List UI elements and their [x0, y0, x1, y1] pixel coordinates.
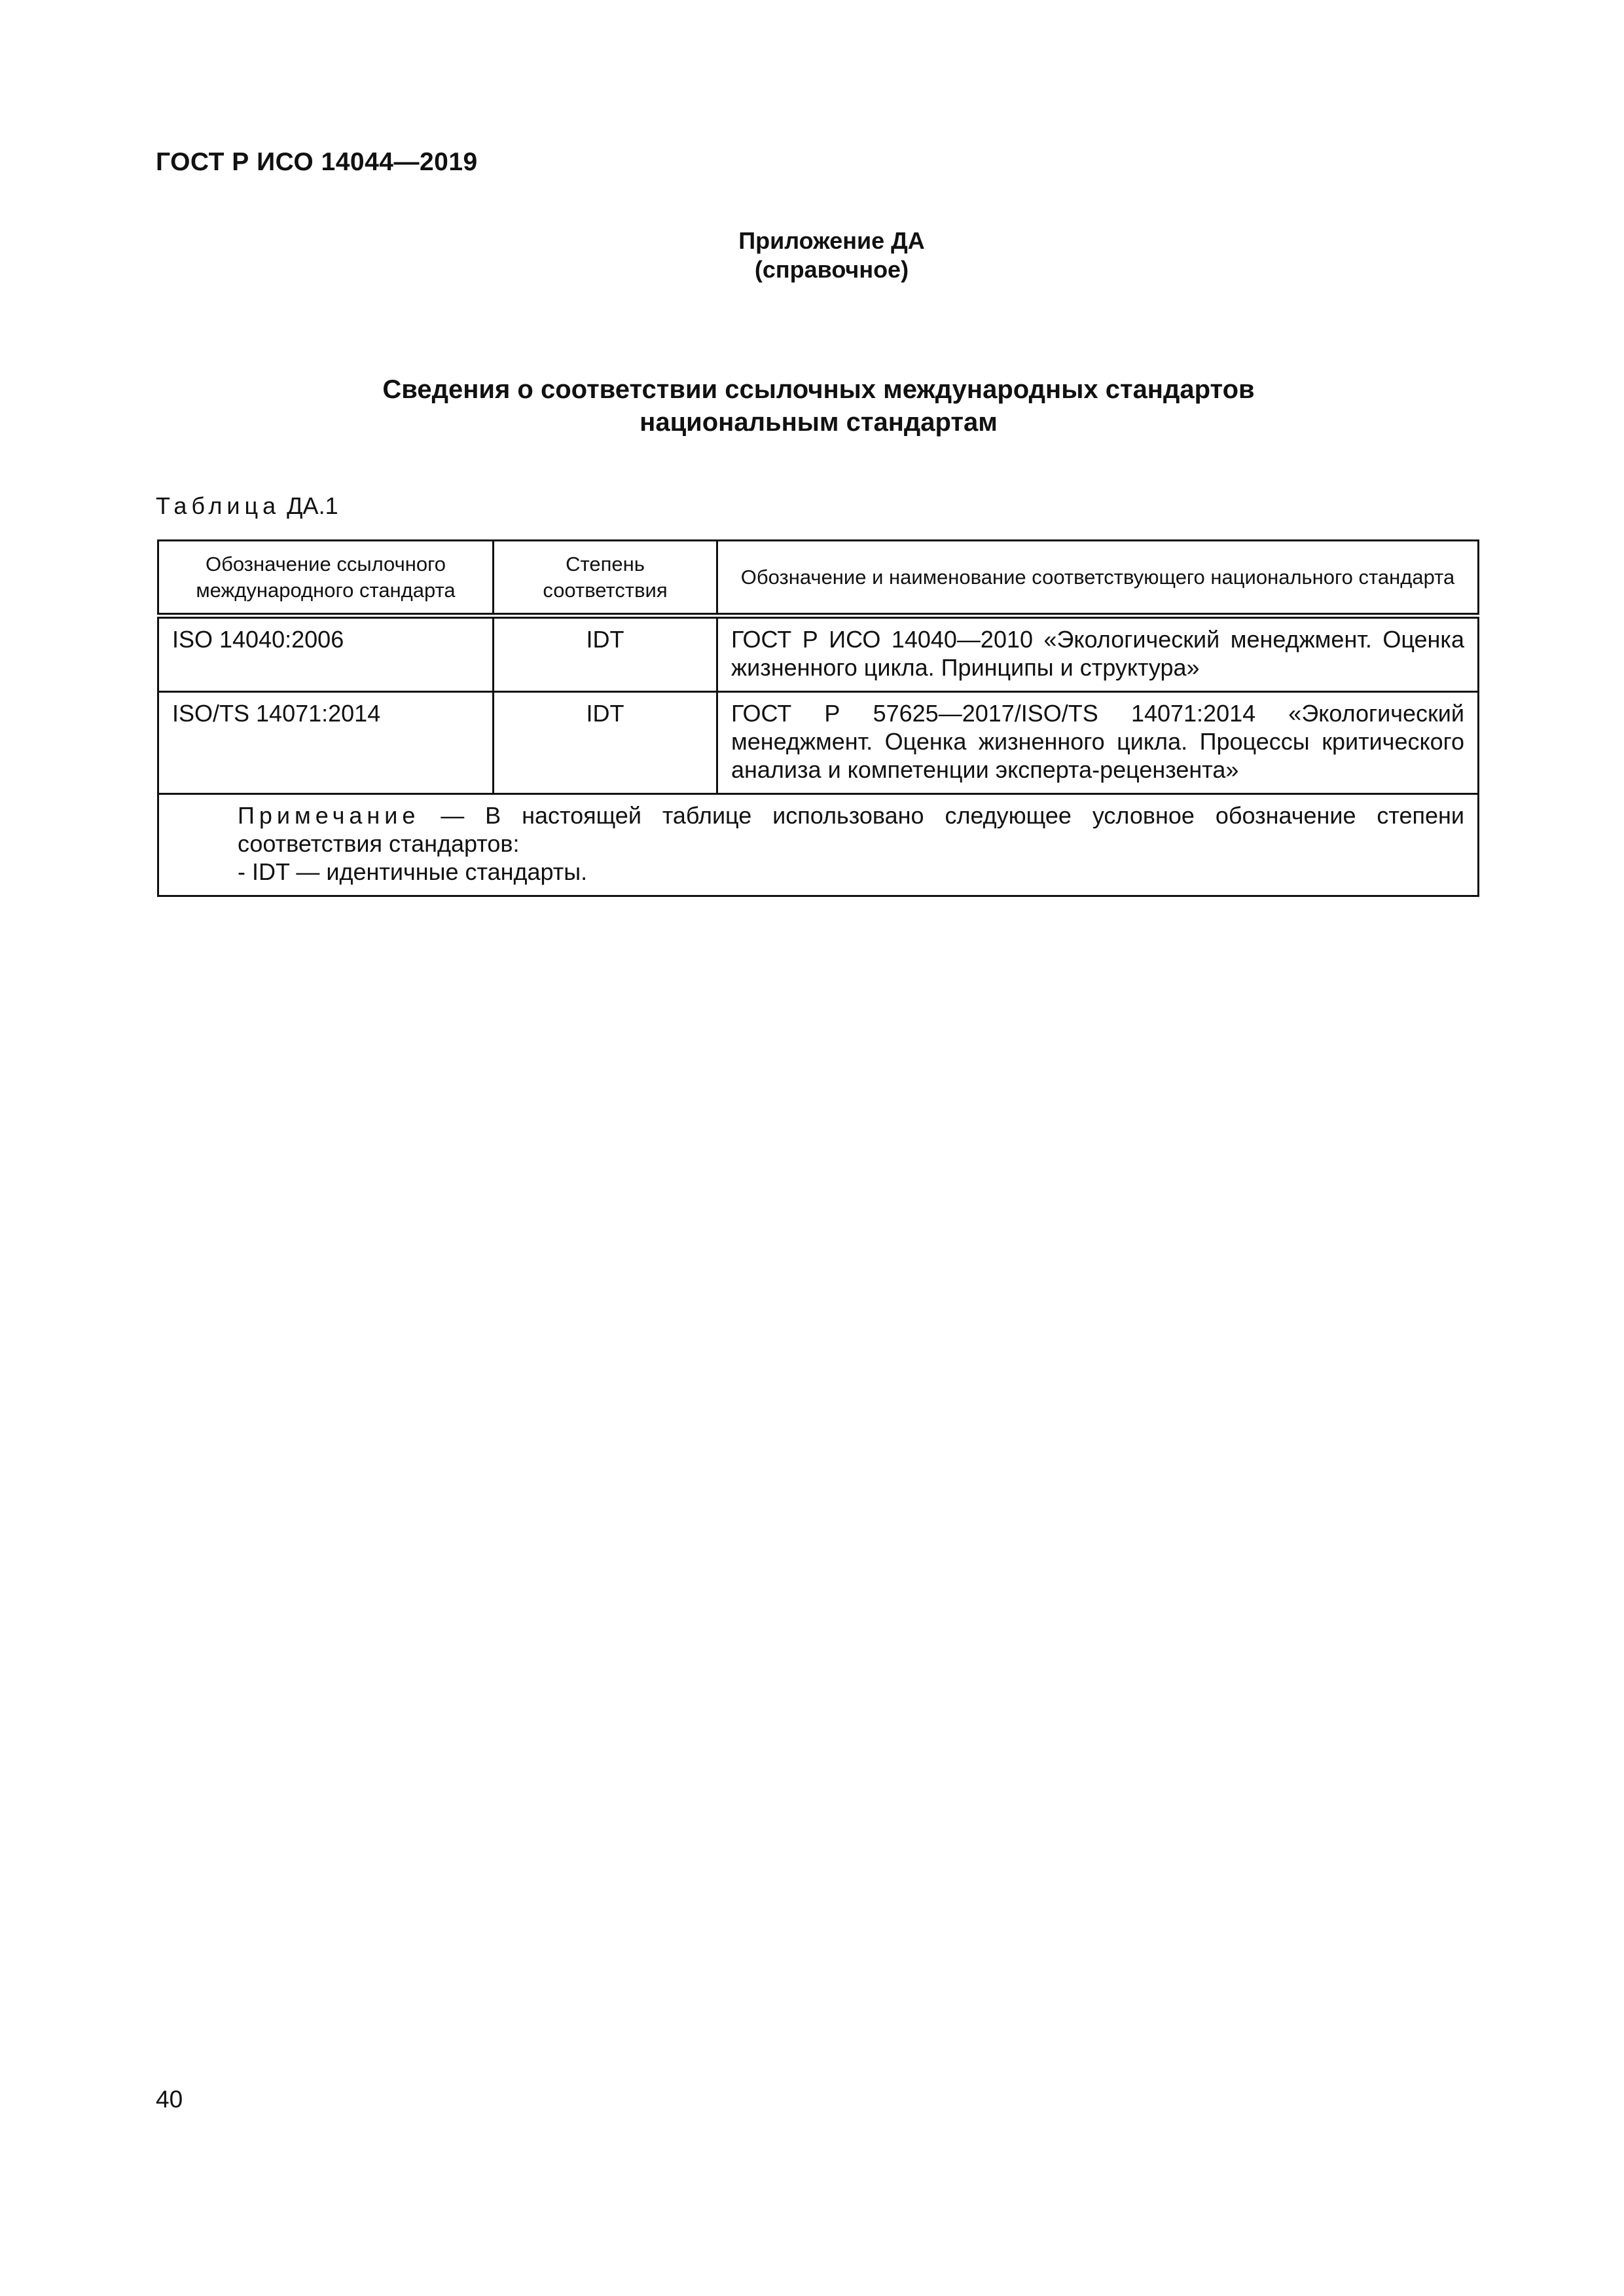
section-title-line2: национальным стандартам	[640, 408, 998, 437]
header-international-standard: Обозначение ссылочного международного стандарта	[158, 541, 494, 616]
table-caption-id: ДА.1	[287, 492, 338, 519]
header-degree-of-correspondence: Степень соответствия	[494, 541, 717, 616]
note-item: - IDT — идентичные стандарты.	[238, 858, 588, 885]
table-caption-word: Таблица	[156, 492, 281, 519]
note-body: — В настоящей таблице использовано следующее условное обозначение степени соответствия стандартов:	[238, 802, 1464, 857]
annex-title: Приложение ДА	[738, 227, 925, 254]
table-caption	[156, 492, 338, 520]
section-title	[0, 373, 1624, 439]
annex-subtitle: (справочное)	[754, 256, 909, 283]
note-label: Примечание	[238, 802, 420, 829]
header-national-standard: Обозначение и наименование соответствующего национального стандарта	[717, 541, 1479, 616]
cell-international: ISO 14040:2006	[158, 616, 494, 692]
note-text	[172, 801, 1464, 858]
table-header-row	[158, 541, 1479, 616]
table-note-row	[158, 794, 1479, 896]
cell-national: ГОСТ Р ИСО 14040—2010 «Экологический менеджмент. Оценка жизненного цикла. Принципы и структура»	[717, 616, 1479, 692]
table-row	[158, 692, 1479, 794]
cell-international: ISO/TS 14071:2014	[158, 692, 494, 794]
cell-national: ГОСТ Р 57625—2017/ISO/TS 14071:2014 «Экологический менеджмент. Оценка жизненного цикла. Процессы критического анализа и компетенции эксперта-рецензента»	[717, 692, 1479, 794]
correspondence-table	[157, 539, 1479, 897]
annex-heading	[0, 227, 1624, 284]
table-row	[158, 616, 1479, 692]
table-note	[158, 794, 1479, 896]
document-code: ГОСТ Р ИСО 14044—2019	[156, 148, 478, 176]
cell-degree: IDT	[494, 692, 717, 794]
cell-degree: IDT	[494, 616, 717, 692]
page-number: 40	[156, 2086, 183, 2113]
section-title-line1: Сведения о соответствии ссылочных международных стандартов	[382, 375, 1255, 404]
